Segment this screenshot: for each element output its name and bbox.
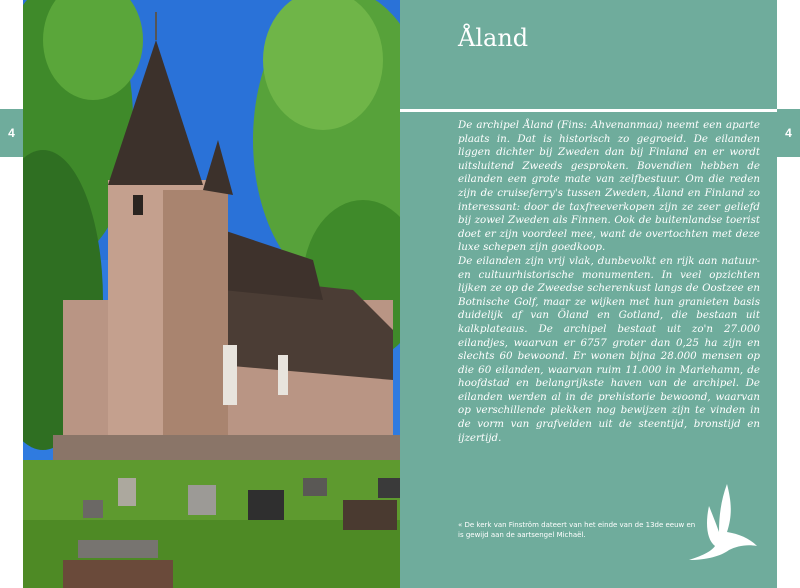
page-title: Åland xyxy=(458,24,529,52)
page-number-right-text: 4 xyxy=(785,126,792,140)
church-photo-illustration xyxy=(23,0,400,588)
text-panel xyxy=(400,0,777,588)
body-text xyxy=(458,119,760,445)
church-photo xyxy=(23,0,400,588)
page-number-left xyxy=(0,109,23,157)
page-number-left-text: 4 xyxy=(8,126,15,140)
title-band xyxy=(400,0,777,109)
photo-caption: « De kerk van Finström dateert van het einde van de 13de eeuw en is gewijd aan de aartsengel Michaël. xyxy=(458,521,696,539)
paragraph-2: De eilanden zijn vrij vlak, dunbevolkt en rijk aan natuur- en cultuurhistorische monumenten. In veel opzichten lijken ze op de Zweedse scherenkust langs de Oostzee en Botnische Golf, maar ze wijken met hun granieten basis duidelijk af van Öland en Gotland, die bestaan uit kalkplateaus. De archipel bestaat uit zo'n 27.000 eilandjes, waarvan er 6757 groter dan 0,25 ha zijn en slechts 60 bewoond. Er wonen bijna 28.000 mensen op die 60 eilanden, waarvan ruim 11.000 in Mariehamn, de hoofdstad en belangrijkste haven van de archipel. De eilanden werden al in de prehistorie bewoond, waarvan op verschillende plekken nog bewijzen zijn te vinden in de vorm van grafvelden uit de steentijd, bronstijd en ijzertijd. xyxy=(458,254,760,444)
bird-logo-icon xyxy=(687,480,759,564)
title-divider xyxy=(400,109,777,112)
page-number-right xyxy=(777,109,800,157)
paragraph-1: De archipel Åland (Fins: Ahvenanmaa) neemt een aparte plaats in. Dat is historisch zo gegroeid. De eilanden liggen dichter bij Zweden dan bij Finland en er wordt uitsluitend Zweeds gesproken. Bovendien hebben de eilanden een grote mate van zelfbestuur. Om die reden zijn de cruiseferry's tussen Zweden, Åland en Finland zo interessant: door de taxfreeverkopen zijn ze zeer geliefd bij zowel Zweden als Finnen. Ook de buitenlandse toerist doet er zijn voordeel mee, want de overtochten met deze luxe schepen zijn goedkoop. xyxy=(458,119,760,254)
